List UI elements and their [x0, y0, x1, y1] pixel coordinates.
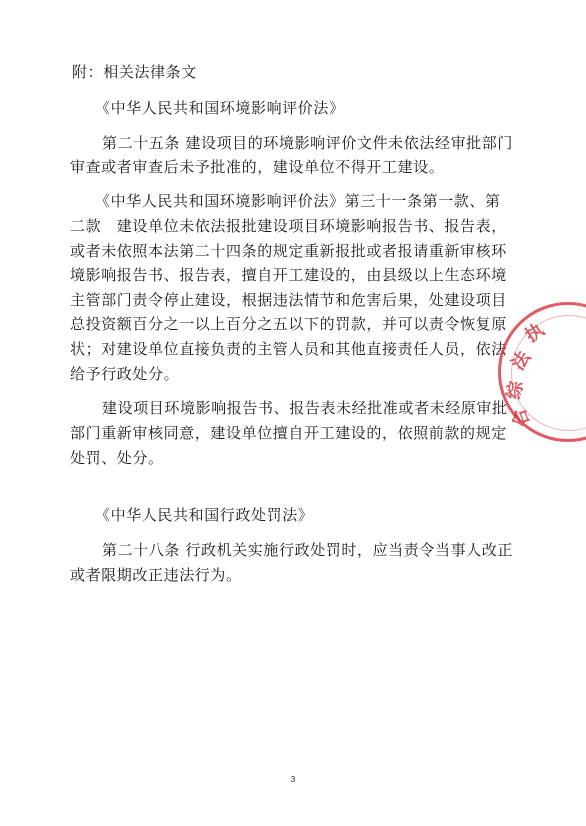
- article-31-para2-line-3: 处罚、处分。: [70, 449, 164, 467]
- law-title-eia: 《中华人民共和国环境影响评价法》: [95, 99, 345, 117]
- article-31-line-7: 状；对建设单位直接负责的主管人员和其他直接责任人员，依法: [70, 340, 507, 358]
- article-31-line-3: 或者未依照本法第二十四条的规定重新报批或者报请重新审核环: [70, 242, 507, 260]
- appendix-heading: 附：相关法律条文: [72, 63, 197, 81]
- article-31-line-6: 总投资额百分之一以上百分之五以下的罚款，并可以责令恢复原: [70, 315, 507, 333]
- article-31-line-2: 二款 建设单位未依法报批建设项目环境影响报告书、报告表，: [70, 217, 507, 235]
- page-number: 3: [290, 775, 296, 784]
- article-25-line-2: 审查或者审查后未予批准的，建设单位不得开工建设。: [70, 158, 445, 176]
- law-title-admin-penalty: 《中华人民共和国行政处罚法》: [95, 506, 314, 524]
- seal-char-3: 综: [503, 379, 528, 401]
- article-28-line-1: 第二十八条 行政机关实施行政处罚时，应当责令当事人改正: [102, 541, 513, 559]
- official-seal: [498, 302, 586, 442]
- seal-char-1: 执: [521, 319, 549, 347]
- article-31-line-1: 《中华人民共和国环境影响评价法》第三十一条第一款、第: [95, 192, 501, 210]
- article-31-line-4: 境影响报告书、报告表，擅自开工建设的，由县级以上生态环境: [70, 266, 507, 284]
- article-28-line-2: 或者限期改正违法行为。: [70, 566, 242, 584]
- article-25-line-1: 第二十五条 建设项目的环境影响评价文件未依法经审批部门: [102, 134, 513, 152]
- seal-char-4: 合: [508, 405, 535, 430]
- article-31-line-5: 主管部门责令停止建设，根据违法情节和危害后果，处建设项目: [70, 291, 507, 309]
- seal-char-2: 法: [507, 347, 535, 375]
- article-31-para2-line-1: 建设项目环境影响报告书、报告表未经批准或者未经原审批: [102, 399, 508, 417]
- article-31-line-8: 给予行政处分。: [70, 365, 180, 383]
- article-31-para2-line-2: 部门重新审核同意，建设单位擅自开工建设的，依照前款的规定: [70, 424, 507, 442]
